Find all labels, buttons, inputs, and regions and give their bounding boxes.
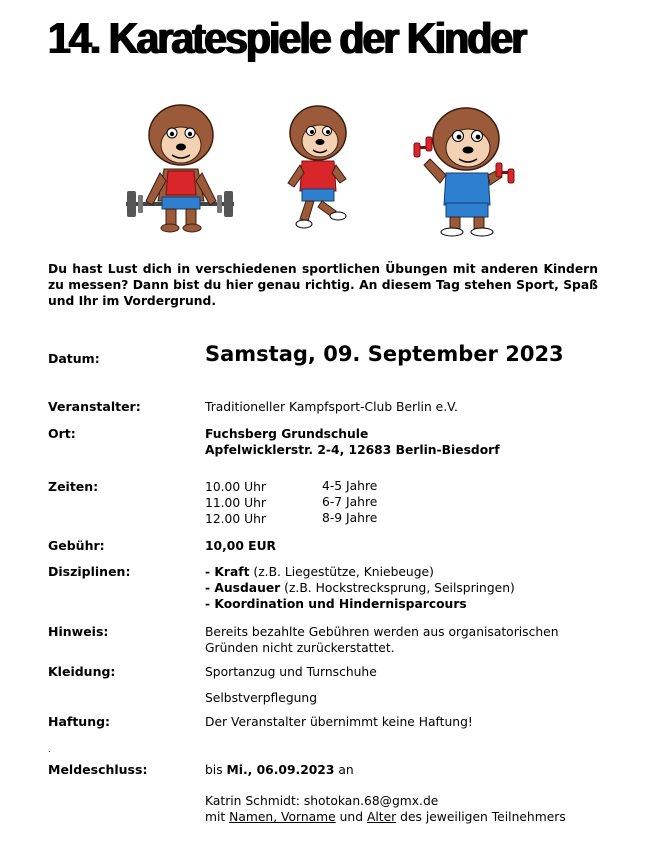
disziplin-item-3: - Koordination und Hindernisparcours: [205, 597, 467, 611]
running-mascot-icon: [288, 106, 346, 228]
weightlifter-mascot-icon: [126, 105, 234, 232]
zeiten-age-2: 6-7 Jahre: [322, 495, 378, 509]
disziplin-item-2: - Ausdauer (z.B. Hockstrecksprung, Seilspringen): [205, 581, 515, 595]
event-date: Samstag, 09. September 2023: [205, 342, 564, 366]
zeiten-time-2: 11.00 Uhr: [205, 496, 266, 510]
hinweis-label: Hinweis:: [48, 624, 109, 639]
gebuehr-value: 10,00 EUR: [205, 539, 277, 553]
veranstalter-label: Veranstalter:: [48, 399, 141, 414]
ort-label: Ort:: [48, 426, 76, 441]
kleidung-value: Sportanzug und Turnschuhe: [205, 665, 377, 679]
meldeschluss-label: Meldeschluss:: [48, 762, 148, 777]
page-title: 14. Karatespiele der Kinder: [48, 14, 526, 63]
ort-line1: Fuchsberg Grundschule: [205, 427, 369, 441]
veranstalter-value: Traditioneller Kampfsport-Club Berlin e.V.: [205, 400, 458, 414]
intro-text: Du hast Lust dich in verschiedenen sportlichen Übungen mit anderen Kindern zu messen? Dann bist du hier genau richtig. An diesem Tag stehen Sport, Spaß und Ihr im Vordergrund.: [48, 262, 598, 308]
dumbbell-mascot-icon: [414, 108, 514, 236]
gebuehr-label: Gebühr:: [48, 538, 105, 553]
verpflegung-value: Selbstverpflegung: [205, 691, 318, 705]
haftung-value: Der Veranstalter übernimmt keine Haftung!: [205, 715, 473, 729]
zeiten-label: Zeiten:: [48, 479, 99, 494]
disziplin-item-1: - Kraft (z.B. Liegestütze, Kniebeuge): [205, 565, 434, 579]
datum-label: Datum:: [48, 351, 100, 366]
kleidung-label: Kleidung:: [48, 664, 116, 679]
hinweis-line2: Gründen nicht zurückerstattet.: [205, 641, 395, 655]
mascot-illustrations: [0, 95, 649, 245]
ort-line2: Apfelwicklerstr. 2-4, 12683 Berlin-Biesdorf: [205, 443, 500, 457]
zeiten-age-3: 8-9 Jahre: [322, 511, 378, 525]
contact-line: Katrin Schmidt: shotokan.68@gmx.de: [205, 794, 439, 808]
disziplinen-label: Disziplinen:: [48, 564, 131, 579]
zeiten-time-1: 10.00 Uhr: [205, 480, 266, 494]
zeiten-time-3: 12.00 Uhr: [205, 512, 266, 526]
haftung-label: Haftung:: [48, 714, 111, 729]
stray-dot: .: [48, 745, 51, 754]
hinweis-line1: Bereits bezahlte Gebühren werden aus organisatorischen: [205, 625, 559, 639]
meldeschluss-value: bis Mi., 06.09.2023 an: [205, 763, 354, 777]
zeiten-age-1: 4-5 Jahre: [322, 479, 378, 493]
contact-requirements: mit Namen, Vorname und Alter des jeweiligen Teilnehmers: [205, 810, 566, 824]
